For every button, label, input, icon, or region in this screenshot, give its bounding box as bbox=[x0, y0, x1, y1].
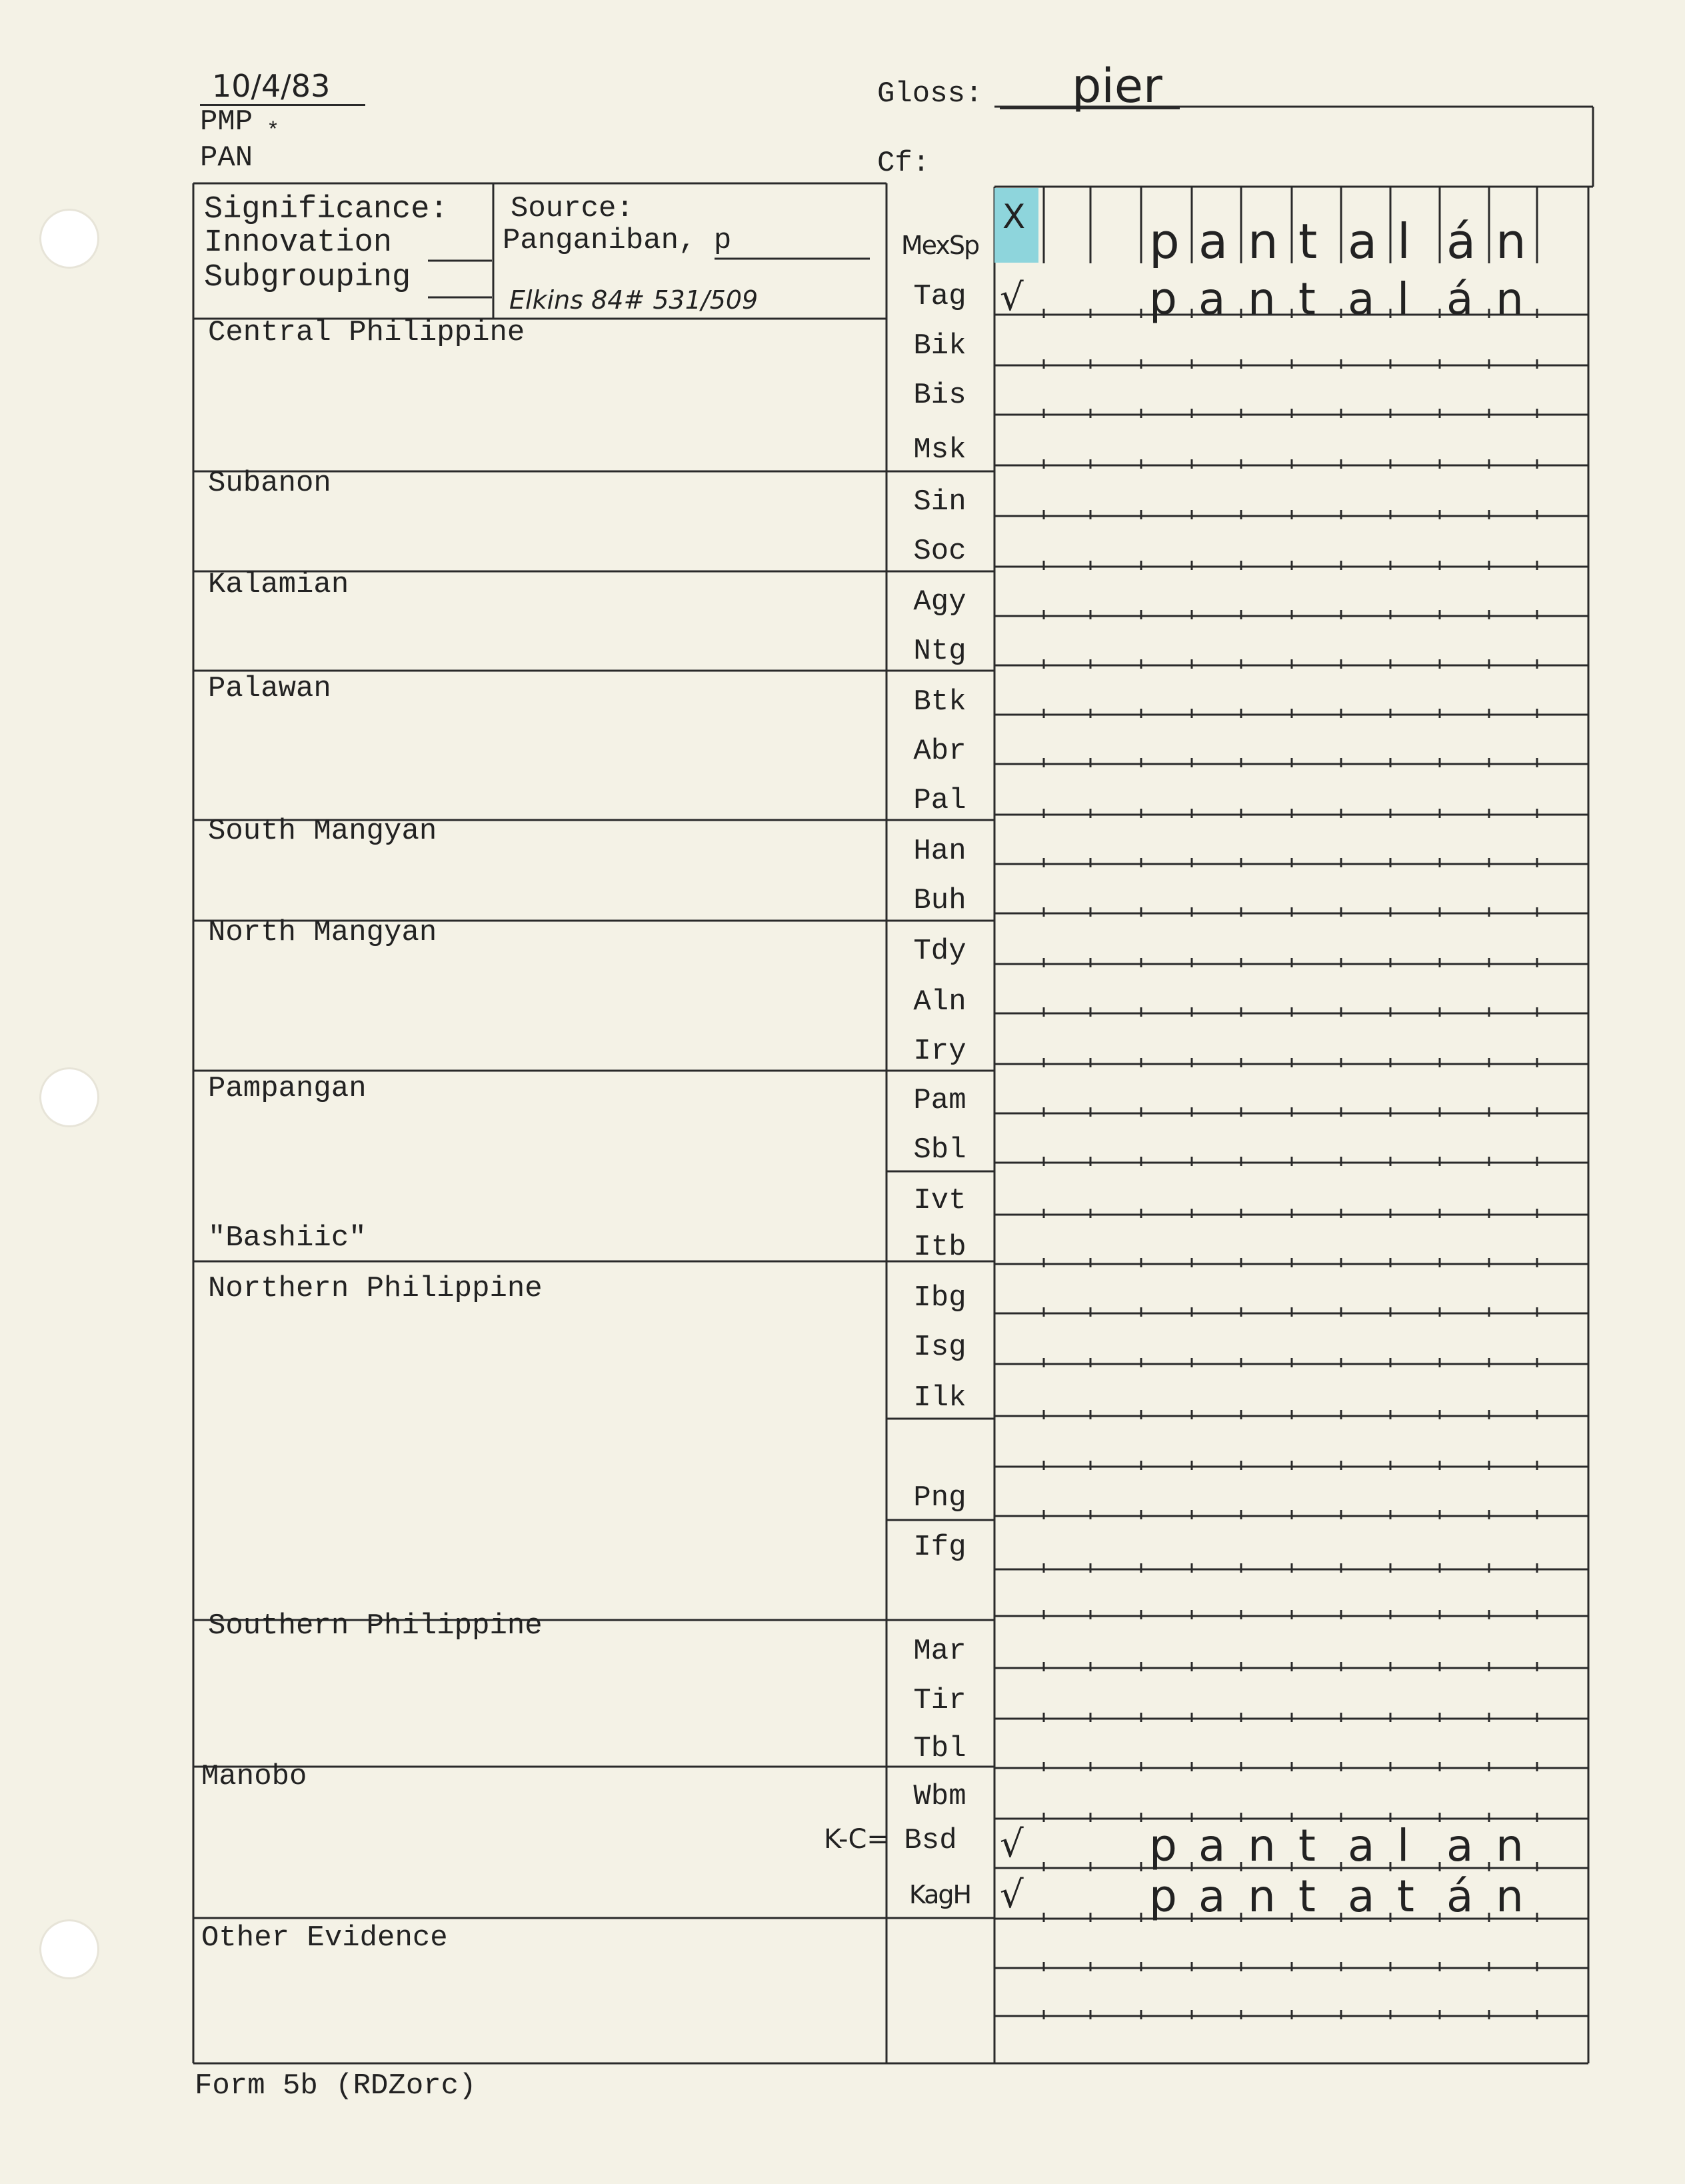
language-label: Han bbox=[913, 835, 966, 868]
language-label: Wbm bbox=[913, 1780, 966, 1813]
language-label: Sbl bbox=[913, 1133, 966, 1167]
language-label: Bsd bbox=[904, 1824, 957, 1857]
group-label: Manobo bbox=[201, 1760, 307, 1793]
language-label: Aln bbox=[913, 985, 966, 1019]
gloss-value: pier bbox=[1072, 59, 1162, 113]
language-label: Bik bbox=[913, 329, 966, 363]
form-letter-bsd: n bbox=[1496, 1820, 1524, 1871]
language-label: Pal bbox=[913, 784, 966, 817]
form-letter-tag: a bbox=[1348, 273, 1375, 325]
form-letter-kagh: t bbox=[1397, 1871, 1414, 1922]
language-label: Iry bbox=[913, 1035, 966, 1068]
form-letter-mexsp: a bbox=[1348, 213, 1378, 269]
form-letter-mexsp: n bbox=[1496, 213, 1526, 269]
form-letter-kagh: t bbox=[1298, 1871, 1316, 1922]
language-label: Msk bbox=[913, 433, 966, 467]
language-label: Ntg bbox=[913, 635, 966, 668]
form-letter-kagh: n bbox=[1248, 1871, 1276, 1922]
source-label: Source: bbox=[511, 192, 634, 225]
marked-checkbox: X bbox=[1002, 197, 1026, 236]
source-reference: Elkins 84# 531/509 bbox=[509, 285, 759, 315]
form-letter-tag: n bbox=[1248, 273, 1276, 325]
form-letter-tag: p bbox=[1149, 273, 1177, 325]
group-label: Kalamian bbox=[208, 568, 349, 601]
group-label: Palawan bbox=[208, 672, 331, 705]
group-label: "Bashiic" bbox=[208, 1221, 367, 1255]
innovation-label: Innovation bbox=[204, 225, 393, 261]
date: 10/4/83 bbox=[212, 68, 331, 104]
language-label: Sin bbox=[913, 485, 966, 519]
form-letter-tag: l bbox=[1397, 273, 1410, 325]
language-label: Buh bbox=[913, 884, 966, 917]
form-letter-tag: a bbox=[1198, 273, 1226, 325]
form-letter-bsd: p bbox=[1149, 1820, 1177, 1871]
language-label: Pam bbox=[913, 1084, 966, 1117]
check-mark: √ bbox=[1000, 276, 1024, 319]
language-label: Ilk bbox=[913, 1381, 966, 1415]
language-label: Ibg bbox=[913, 1281, 966, 1315]
language-label: MexSp bbox=[900, 231, 979, 260]
language-label: Tbl bbox=[913, 1732, 966, 1765]
language-label: KagH bbox=[908, 1880, 971, 1909]
pmp-label: PMP bbox=[200, 105, 253, 139]
subgrouping-label: Subgrouping bbox=[204, 260, 411, 295]
form-letter-kagh: p bbox=[1149, 1871, 1177, 1922]
check-mark: √ bbox=[1000, 1873, 1024, 1917]
language-label: Itb bbox=[913, 1231, 966, 1264]
language-label: Agy bbox=[913, 585, 966, 619]
group-label: Pampangan bbox=[208, 1072, 367, 1105]
language-label: Abr bbox=[913, 735, 966, 768]
language-label: Png bbox=[913, 1481, 966, 1515]
form-letter-tag: t bbox=[1298, 273, 1316, 325]
language-label: Bis bbox=[913, 379, 966, 412]
group-label: Northern Philippine bbox=[208, 1272, 543, 1305]
language-label: Mar bbox=[913, 1635, 966, 1668]
form-letter-mexsp: n bbox=[1248, 213, 1278, 269]
form-letter-mexsp: a bbox=[1198, 213, 1228, 269]
group-label: Other Evidence bbox=[201, 1921, 448, 1955]
group-label: Central Philippine bbox=[208, 316, 525, 349]
source-value: Panganiban, p bbox=[503, 224, 732, 257]
significance-label: Significance: bbox=[204, 192, 449, 227]
group-label: Southern Philippine bbox=[208, 1609, 543, 1643]
cf-label: Cf: bbox=[877, 147, 930, 180]
group-label: South Mangyan bbox=[208, 815, 437, 848]
form-letter-tag: á bbox=[1446, 273, 1474, 325]
gloss-label: Gloss: bbox=[877, 77, 983, 111]
form-footer: Form 5b (RDZorc) bbox=[195, 2069, 477, 2103]
form-letter-kagh: a bbox=[1348, 1871, 1375, 1922]
language-label: Ivt bbox=[913, 1184, 966, 1217]
form-letter-bsd: a bbox=[1348, 1820, 1375, 1871]
language-label: Ifg bbox=[913, 1531, 966, 1564]
form-letter-mexsp: l bbox=[1397, 213, 1411, 269]
pmp-asterisk: * bbox=[267, 119, 280, 143]
form-letter-kagh: á bbox=[1446, 1871, 1474, 1922]
language-label: Btk bbox=[913, 685, 966, 719]
language-label: Tdy bbox=[913, 935, 966, 968]
form-letter-mexsp: p bbox=[1149, 213, 1180, 269]
form-letter-bsd: a bbox=[1198, 1820, 1226, 1871]
language-label: Soc bbox=[913, 535, 966, 568]
language-label: Tir bbox=[913, 1684, 966, 1717]
language-label: Isg bbox=[913, 1331, 966, 1364]
language-label: Tag bbox=[913, 280, 966, 313]
prefix-note: K-C= bbox=[824, 1824, 889, 1855]
form-letter-kagh: a bbox=[1198, 1871, 1226, 1922]
form-letter-bsd: l bbox=[1397, 1820, 1410, 1871]
group-label: North Mangyan bbox=[208, 916, 437, 949]
pan-label: PAN bbox=[200, 141, 253, 175]
form-letter-bsd: n bbox=[1248, 1820, 1276, 1871]
form-letter-bsd: t bbox=[1298, 1820, 1316, 1871]
form-letter-tag: n bbox=[1496, 273, 1524, 325]
form-letter-kagh: n bbox=[1496, 1871, 1524, 1922]
form-letter-mexsp: t bbox=[1298, 213, 1318, 269]
form-letter-bsd: a bbox=[1446, 1820, 1474, 1871]
group-label: Subanon bbox=[208, 467, 331, 500]
form-letter-mexsp: á bbox=[1446, 213, 1476, 269]
check-mark: √ bbox=[1000, 1823, 1024, 1866]
